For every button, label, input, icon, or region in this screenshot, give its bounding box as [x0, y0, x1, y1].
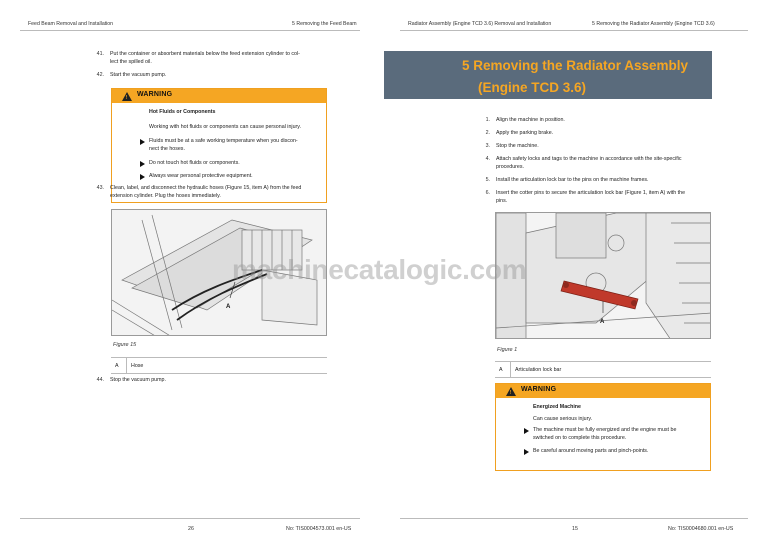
figure-1-caption: Figure 1 — [497, 347, 518, 353]
footer-right-page-number: 15 — [572, 526, 578, 532]
step-number: 44. — [96, 377, 104, 383]
header-left-section: 5 Removing the Feed Beam — [292, 21, 357, 27]
step-text-line: extension cylinder. Plug the hoses immediately. — [110, 193, 221, 199]
bullet-arrow-icon — [140, 161, 145, 167]
step-number: 41. — [96, 51, 104, 57]
figure-1-legend — [495, 361, 711, 378]
section-title-box — [384, 51, 712, 99]
step-text-line: Start the vacuum pump. — [110, 72, 167, 78]
bullet-arrow-icon — [524, 428, 529, 434]
bullet-arrow-icon — [524, 449, 529, 455]
step-text-line: pins. — [496, 198, 508, 204]
header-left-title: Feed Beam Removal and Installation — [28, 21, 114, 27]
footer-left-doc-number: No: TIS0004573.001 en-US — [286, 526, 352, 532]
step-text-line: procedures. — [496, 164, 524, 170]
header-right-section: 5 Removing the Radiator Assembly (Engine TCD 3.6) — [592, 21, 715, 27]
step-text-line: Attach safety locks and tags to the machine in accordance with the site-specific — [496, 156, 682, 162]
step-text-line: Install the articulation lock bar to the pins on the machine frames. — [496, 177, 649, 183]
warning-bullet: The machine must be fully energized and the engine must be switched on to complete this procedure. — [533, 427, 677, 441]
legend-value: Hose — [131, 363, 144, 369]
watermark-text: machinecatalogic.com — [232, 254, 527, 285]
step-number: 1. — [485, 117, 490, 123]
warning-intro: Can cause serious injury. — [533, 416, 593, 422]
step-number: 42. — [96, 72, 104, 78]
step-text-line: Put the container or absorbent materials below the feed extension cylinder to col- — [110, 51, 300, 57]
figure-15-caption: Figure 15 — [113, 342, 137, 348]
warning-box-energized — [495, 383, 711, 471]
footer-rule-right — [400, 518, 748, 519]
step-number: 43. — [96, 185, 104, 191]
figure-1-lock-bar-photo — [495, 212, 711, 339]
warning-title: Hot Fluids or Components — [149, 109, 216, 115]
lock-bar-illustration — [496, 213, 711, 339]
footer-left-page-number: 26 — [188, 526, 194, 532]
warning-label: WARNING — [137, 91, 173, 98]
legend-divider — [510, 362, 511, 378]
legend-key: A — [115, 363, 119, 369]
warning-triangle-icon — [122, 92, 132, 101]
step-number: 5. — [485, 177, 490, 183]
footer-right-doc-number: No: TIS0004680.001 en-US — [668, 526, 734, 532]
step-number: 4. — [485, 156, 490, 162]
warning-bullet: Be careful around moving parts and pinch-points. — [533, 448, 649, 454]
bullet-arrow-icon — [140, 139, 145, 145]
warning-bullet: Fluids must be at a safe working temperature when you discon- nect the hoses. — [149, 138, 298, 152]
warning-bar — [112, 89, 326, 103]
step-text-line: Align the machine in position. — [496, 117, 565, 123]
step-number: 2. — [485, 130, 490, 136]
figure-15-legend — [111, 357, 327, 374]
warning-bar — [496, 384, 710, 398]
warning-triangle-icon — [506, 387, 516, 396]
warning-bullet: Always wear personal protective equipment. — [149, 173, 253, 179]
step-number: 3. — [485, 143, 490, 149]
step-text-line: Clean, label, and disconnect the hydraulic hoses (Figure 15, item A) from the feed — [110, 185, 302, 191]
step-number: 6. — [485, 190, 490, 196]
legend-divider — [126, 358, 127, 374]
warning-label: WARNING — [521, 386, 557, 393]
section-title: 5 Removing the Radiator Assembly (Engine TCD 3.6) — [462, 58, 689, 95]
footer-rule-left — [20, 518, 360, 519]
step-text-line: Stop the vacuum pump. — [110, 377, 166, 383]
step-text-line: lect the spilled oil. — [110, 59, 152, 65]
warning-intro: Working with hot fluids or components can cause personal injury. — [149, 124, 302, 130]
page-footer — [0, 518, 768, 543]
warning-bullet: Do not touch hot fluids or components. — [149, 160, 240, 166]
step-text-line: Stop the machine. — [496, 143, 539, 149]
legend-value: Articulation lock bar — [515, 367, 562, 373]
figure-callout-a: A — [600, 319, 605, 325]
header-right-title: Radiator Assembly (Engine TCD 3.6) Removal and Installation — [408, 21, 552, 27]
page-header — [0, 0, 768, 30]
figure-callout-a: A — [226, 304, 231, 310]
legend-key: A — [499, 367, 503, 373]
step-text-line: Apply the parking brake. — [496, 130, 554, 136]
bullet-arrow-icon — [140, 174, 145, 180]
step-text-line: Insert the cotter pins to secure the articulation lock bar (Figure 1, item A) with the — [496, 190, 686, 196]
warning-title: Energized Machine — [533, 404, 581, 410]
